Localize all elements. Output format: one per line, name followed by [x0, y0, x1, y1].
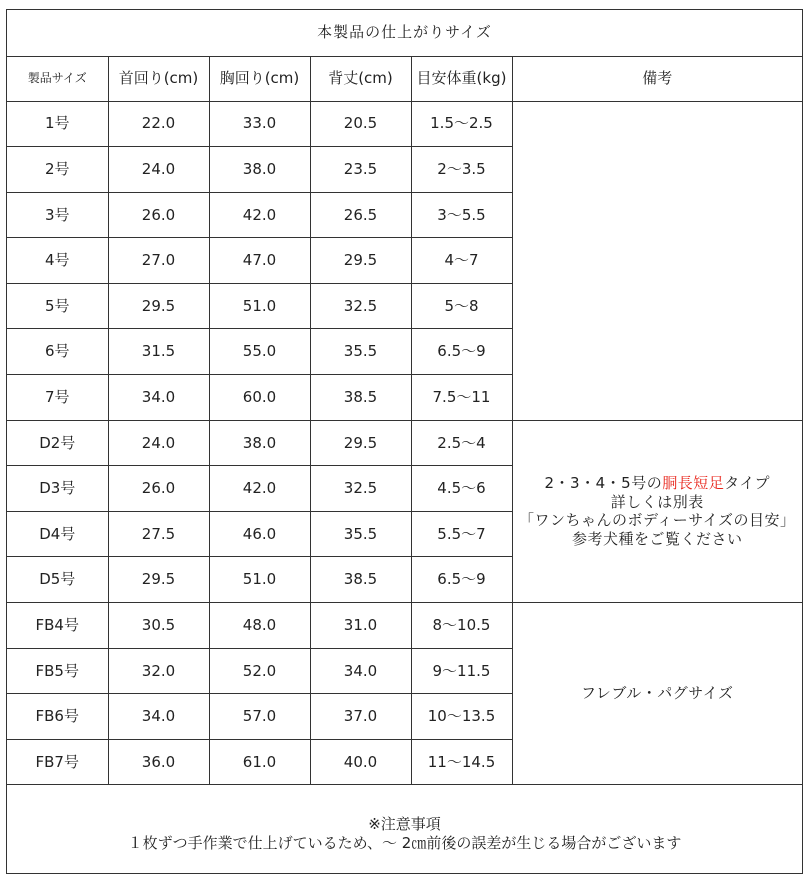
- cell-size: 4号: [7, 238, 108, 284]
- cell-size: FB7号: [7, 739, 108, 785]
- cell-weight: 5〜8: [411, 283, 512, 329]
- remark-d-line4: 参考犬種をご覧ください: [571, 530, 743, 549]
- cell-back: 40.0: [310, 739, 411, 785]
- header-weight: 目安体重(kg): [411, 56, 512, 101]
- cell-weight: 2.5〜4: [411, 420, 512, 466]
- cell-back: 32.5: [310, 466, 411, 512]
- cell-back: 20.5: [310, 101, 411, 147]
- cell-weight: 6.5〜9: [411, 557, 512, 603]
- cell-back: 23.5: [310, 147, 411, 193]
- cell-size: D3号: [7, 466, 108, 512]
- remark-d-accent: 胴長短足: [662, 473, 725, 492]
- cell-size: D2号: [7, 420, 108, 466]
- cell-chest: 47.0: [209, 238, 310, 284]
- cell-neck: 34.0: [108, 694, 209, 740]
- cell-neck: 26.0: [108, 466, 209, 512]
- cell-weight: 8〜10.5: [411, 603, 512, 649]
- cell-chest: 51.0: [209, 557, 310, 603]
- cell-weight: 1.5〜2.5: [411, 101, 512, 147]
- cell-size: D5号: [7, 557, 108, 603]
- table-row: [7, 101, 802, 147]
- cell-chest: 38.0: [209, 420, 310, 466]
- cell-size: 3号: [7, 192, 108, 238]
- cell-back: 32.5: [310, 283, 411, 329]
- cell-weight: 5.5〜7: [411, 511, 512, 557]
- cell-chest: 42.0: [209, 466, 310, 512]
- notes-heading: ※注意事項: [368, 815, 441, 834]
- size-chart: [6, 9, 803, 874]
- cell-neck: 22.0: [108, 101, 209, 147]
- cell-neck: 24.0: [108, 147, 209, 193]
- table-row: [7, 420, 802, 466]
- cell-chest: 51.0: [209, 283, 310, 329]
- cell-back: 29.5: [310, 420, 411, 466]
- cell-size: 1号: [7, 101, 108, 147]
- remarks-d-group: [512, 420, 802, 602]
- cell-size: D4号: [7, 511, 108, 557]
- remarks-standard: [512, 101, 802, 420]
- cell-size: FB5号: [7, 648, 108, 694]
- cell-back: 35.5: [310, 511, 411, 557]
- cell-weight: 3〜5.5: [411, 192, 512, 238]
- cell-neck: 29.5: [108, 283, 209, 329]
- cell-chest: 60.0: [209, 375, 310, 421]
- cell-neck: 26.0: [108, 192, 209, 238]
- cell-back: 31.0: [310, 603, 411, 649]
- cell-weight: 7.5〜11: [411, 375, 512, 421]
- cell-chest: 33.0: [209, 101, 310, 147]
- cell-chest: 38.0: [209, 147, 310, 193]
- cell-chest: 48.0: [209, 603, 310, 649]
- header-row: [7, 56, 802, 101]
- table-row: [7, 603, 802, 649]
- cell-chest: 52.0: [209, 648, 310, 694]
- cell-neck: 32.0: [108, 648, 209, 694]
- header-size: 製品サイズ: [7, 56, 108, 101]
- cell-back: 29.5: [310, 238, 411, 284]
- cell-size: 2号: [7, 147, 108, 193]
- size-table: [7, 10, 802, 875]
- cell-chest: 46.0: [209, 511, 310, 557]
- header-neck: 首回り(cm): [108, 56, 209, 101]
- remark-d-line1-suffix: タイプ: [724, 473, 770, 492]
- remarks-fb-group: フレブル・パグサイズ: [512, 603, 802, 785]
- cell-back: 37.0: [310, 694, 411, 740]
- cell-neck: 27.5: [108, 511, 209, 557]
- cell-neck: 36.0: [108, 739, 209, 785]
- cell-weight: 9〜11.5: [411, 648, 512, 694]
- cell-back: 38.5: [310, 375, 411, 421]
- cell-neck: 30.5: [108, 603, 209, 649]
- cell-weight: 4〜7: [411, 238, 512, 284]
- cell-weight: 10〜13.5: [411, 694, 512, 740]
- remark-d-line1-prefix: 2・3・4・5号の: [544, 473, 663, 492]
- cell-size: FB6号: [7, 694, 108, 740]
- notes-body: １枚ずつ手作業で仕上げているため、〜 2㎝前後の誤差が生じる場合がございます: [127, 834, 682, 853]
- cell-weight: 2〜3.5: [411, 147, 512, 193]
- cell-weight: 11〜14.5: [411, 739, 512, 785]
- cell-back: 38.5: [310, 557, 411, 603]
- cell-weight: 6.5〜9: [411, 329, 512, 375]
- cell-back: 35.5: [310, 329, 411, 375]
- cell-neck: 34.0: [108, 375, 209, 421]
- header-remarks: 備考: [512, 56, 802, 101]
- notes-row: [7, 785, 802, 875]
- cell-size: 5号: [7, 283, 108, 329]
- notes-cell: [7, 785, 802, 875]
- cell-neck: 24.0: [108, 420, 209, 466]
- remark-d-line2: 詳しくは別表: [610, 492, 704, 511]
- table-title: 本製品の仕上がりサイズ: [7, 10, 802, 56]
- cell-weight: 4.5〜6: [411, 466, 512, 512]
- cell-back: 34.0: [310, 648, 411, 694]
- cell-chest: 61.0: [209, 739, 310, 785]
- cell-neck: 31.5: [108, 329, 209, 375]
- cell-chest: 55.0: [209, 329, 310, 375]
- cell-chest: 42.0: [209, 192, 310, 238]
- cell-size: 6号: [7, 329, 108, 375]
- cell-back: 26.5: [310, 192, 411, 238]
- cell-size: 7号: [7, 375, 108, 421]
- cell-size: FB4号: [7, 603, 108, 649]
- title-row: [7, 10, 802, 56]
- cell-neck: 27.0: [108, 238, 209, 284]
- header-chest: 胸回り(cm): [209, 56, 310, 101]
- remark-d-line3: 「ワンちゃんのボディーサイズの目安」: [518, 511, 796, 530]
- cell-neck: 29.5: [108, 557, 209, 603]
- cell-chest: 57.0: [209, 694, 310, 740]
- header-back: 背丈(cm): [310, 56, 411, 101]
